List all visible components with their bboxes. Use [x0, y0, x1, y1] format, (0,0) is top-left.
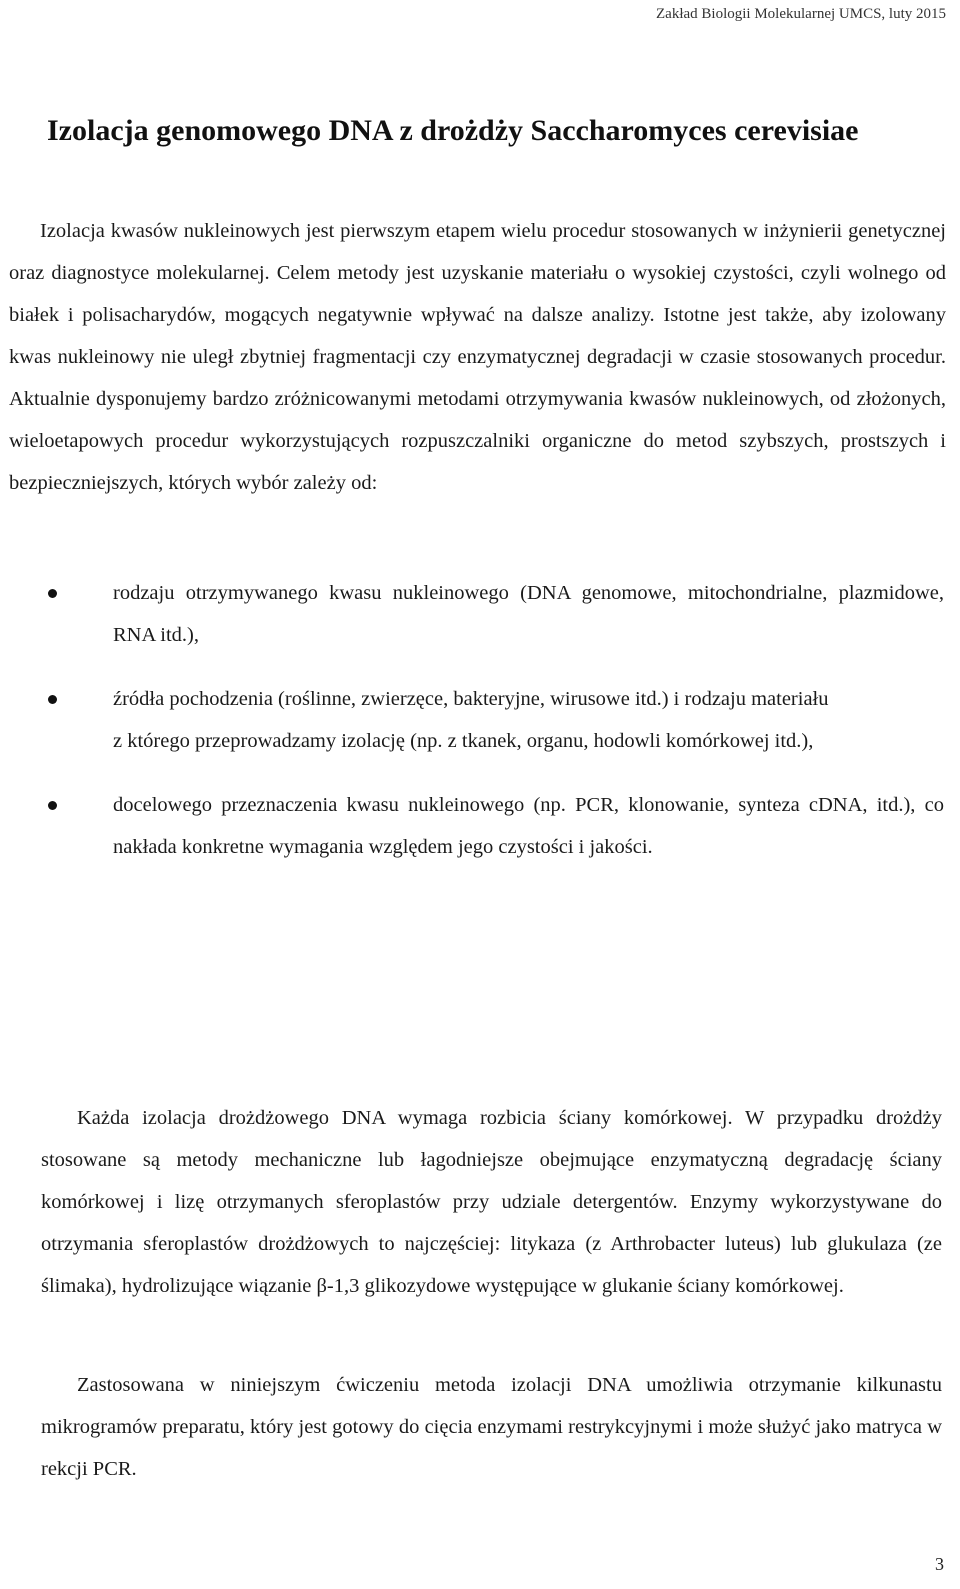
list-item — [0, 784, 960, 868]
bullet-icon — [48, 695, 57, 704]
list-item-text: rodzaju otrzymywanego kwasu nukleinowego (DNA genomowe, mitochondrialne, plazmidowe, RNA itd.), — [113, 582, 944, 646]
page-number: 3 — [935, 1554, 944, 1574]
list-item-text: źródła pochodzenia (roślinne, zwierzęce, bakteryjne, wirusowe itd.) i rodzaju materiału — [113, 688, 829, 710]
intro-paragraph: Izolacja kwasów nukleinowych jest pierwszym etapem wielu procedur stosowanych w inżynierii genetycznej oraz diagnostyce molekularnej. Celem metody jest uzyskanie materiału o wysokiej czystości, czyli wolnego od białek i polisacharydów, mogących negatywnie wpływać na dalsze analizy. Istotne jest także, aby izolowany kwas nukleinowy nie uległ zbytniej fragmentacji czy enzymatycznej degradacji w czasie stosowanych procedur. Aktualnie dysponujemy bardzo zróżnicowanymi metodami otrzymywania kwasów nukleinowych, od złożonych, wieloetapowych procedur wykorzystujących rozpuszczalniki organiczne do metod szybszych, prostszych i bezpieczniejszych, których wybór zależy od: — [9, 220, 946, 494]
bullet-icon — [48, 801, 57, 810]
list-item-text-continued: z którego przeprowadzamy izolację (np. z tkanek, organu, hodowli komórkowej itd.), — [113, 730, 814, 752]
criteria-list — [0, 572, 960, 868]
method-paragraph: Zastosowana w niniejszym ćwiczeniu metoda izolacji DNA umożliwia otrzymanie kilkunastu mikrogramów preparatu, który jest gotowy do cięcia enzymami restrykcyjnymi i może służyć jako matryca w rekcji PCR. — [41, 1374, 942, 1480]
cell-wall-paragraph: Każda izolacja drożdżowego DNA wymaga rozbicia ściany komórkowej. W przypadku drożdży stosowane są metody mechaniczne lub łagodniejsze obejmujące enzymatyczną degradację ściany komórkowej i lizę otrzymanych sferoplastów przy udziale detergentów. Enzymy wykorzystywane do otrzymania sferoplastów drożdżowych to najczęściej: litykaza (z Arthrobacter luteus) lub glukulaza (ze ślimaka), hydrolizujące wiązanie β-1,3 glikozydowe występujące w glukanie ściany komórkowej. — [41, 1107, 942, 1297]
list-item — [0, 572, 960, 656]
list-item — [0, 678, 960, 762]
document-title: Izolacja genomowego DNA z drożdży Saccharomyces cerevisiae — [47, 114, 859, 147]
list-item-text: docelowego przeznaczenia kwasu nukleinowego (np. PCR, klonowanie, synteza cDNA, itd.), co nakłada konkretne wymagania względem jego czystości i jakości. — [113, 794, 944, 858]
bullet-icon — [48, 589, 57, 598]
header-institution-note: Zakład Biologii Molekularnej UMCS, luty 2015 — [656, 6, 946, 22]
